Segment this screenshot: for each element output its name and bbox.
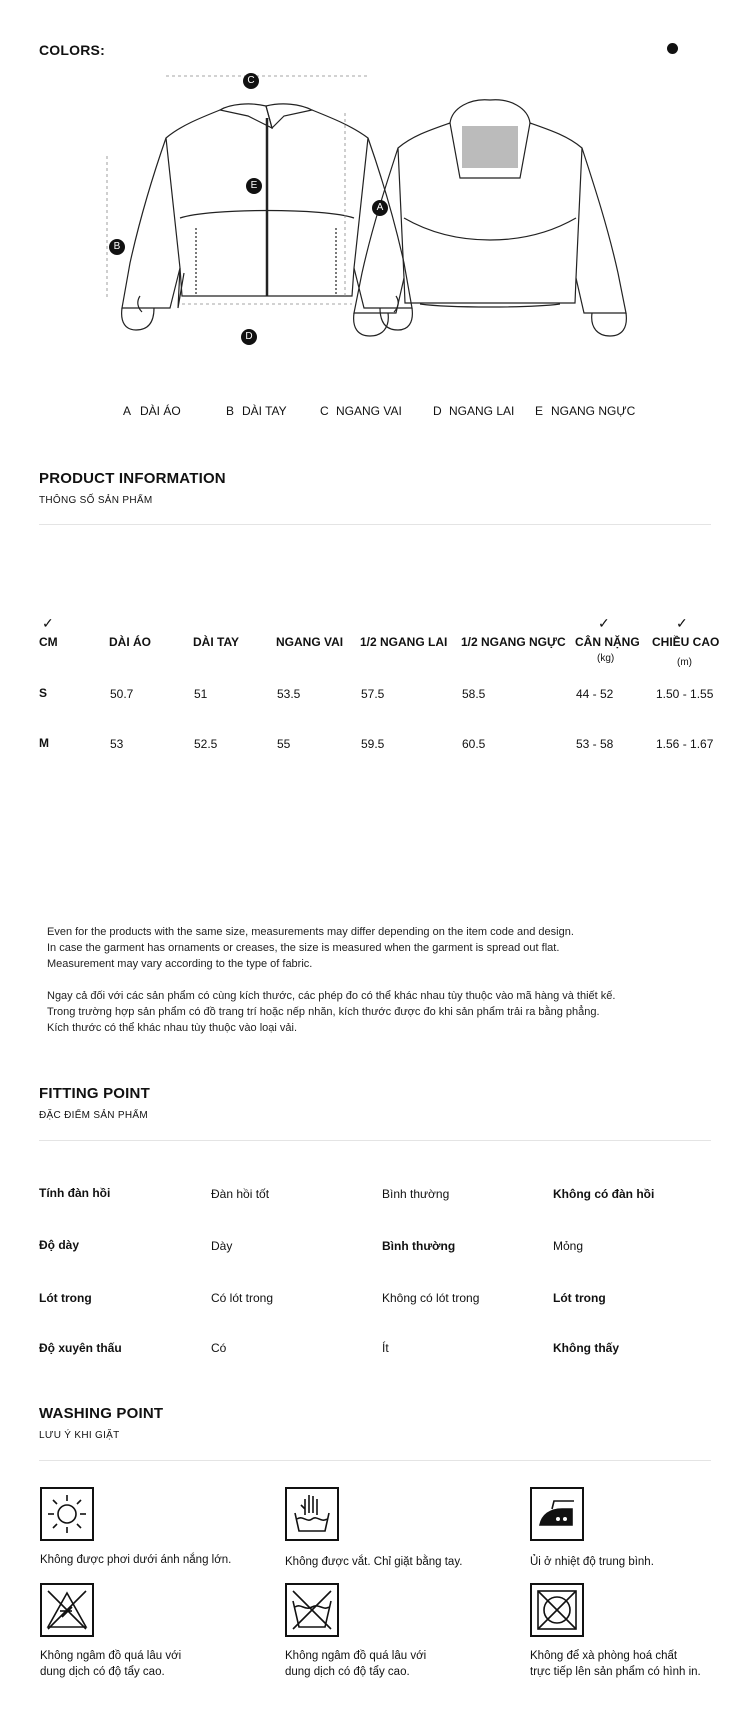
check-icon: ✓ xyxy=(676,615,688,631)
fitting-option: Không có lót trong xyxy=(382,1291,480,1305)
product-info-subtitle: THÔNG SỐ SẢN PHẨM xyxy=(39,495,153,506)
marker-b: B xyxy=(109,239,125,255)
product-info-title: PRODUCT INFORMATION xyxy=(39,470,226,487)
col-header-sleeve: DÀI TAY xyxy=(193,635,240,649)
divider xyxy=(39,1460,711,1461)
fitting-option: Có lót trong xyxy=(211,1291,274,1305)
table-cell: 53 - 58 xyxy=(576,737,614,751)
washing-text: Không để xà phòng hoá chất xyxy=(530,1650,678,1662)
fitting-label-lining: Lót trong xyxy=(39,1291,92,1305)
note-en-2: In case the garment has ornaments or creases, the size is measured when the garment is spread out flat. xyxy=(47,942,560,954)
fitting-option: Bình thường xyxy=(382,1187,450,1201)
table-cell: 58.5 xyxy=(462,687,486,701)
legend-key-c: C xyxy=(320,404,329,418)
table-cell: 52.5 xyxy=(194,737,218,751)
unit-weight: (kg) xyxy=(597,653,615,664)
color-swatch-black[interactable] xyxy=(667,43,678,54)
divider xyxy=(39,1140,711,1141)
fitting-option: Mỏng xyxy=(553,1239,584,1253)
col-header-height: CHIỀU CAO xyxy=(652,635,720,649)
note-en-1: Even for the products with the same size, measurements may differ depending on the item code and design. xyxy=(47,926,574,938)
washing-text: trực tiếp lên sản phẩm có hình in. xyxy=(530,1666,701,1678)
table-cell: 53 xyxy=(110,737,124,751)
legend-label-d: NGANG LAI xyxy=(449,404,515,418)
col-header-cm: CM xyxy=(39,635,58,649)
measurement-legend xyxy=(0,404,750,420)
col-header-length: DÀI ÁO xyxy=(109,635,151,649)
table-cell: 60.5 xyxy=(462,737,486,751)
fitting-subtitle: ĐẶC ĐIỂM SẢN PHẨM xyxy=(39,1110,149,1121)
fitting-label-transparency: Độ xuyên thấu xyxy=(39,1341,122,1355)
washing-text: dung dịch có độ tẩy cao. xyxy=(285,1666,410,1678)
no-soak-wash-icon xyxy=(285,1583,339,1637)
table-cell: 55 xyxy=(277,737,291,751)
hand-wash-icon xyxy=(285,1487,339,1541)
legend-label-a: DÀI ÁO xyxy=(140,404,181,418)
note-vi-2: Trong trường hợp sản phẩm có đồ trang trí hoặc nếp nhăn, kích thước được đo khi sản phẩm trải ra bằng phẳng. xyxy=(47,1006,600,1018)
note-vi-1: Ngay cả đối với các sản phẩm có cùng kích thước, các phép đo có thể khác nhau tùy thuộc vào mã hàng và thiết kế. xyxy=(47,990,616,1002)
fitting-option: Có xyxy=(211,1341,227,1355)
fitting-label-thickness: Độ dày xyxy=(39,1238,80,1252)
unit-height: (m) xyxy=(677,657,692,668)
col-header-hem: 1/2 NGANG LAI xyxy=(360,635,448,649)
fitting-option-selected: Bình thường xyxy=(382,1239,456,1253)
table-cell: 50.7 xyxy=(110,687,134,701)
fitting-title: FITTING POINT xyxy=(39,1085,150,1102)
fitting-option: Ít xyxy=(382,1341,389,1355)
washing-subtitle: LƯU Ý KHI GIẶT xyxy=(39,1430,120,1441)
sun-icon xyxy=(40,1487,94,1541)
col-header-shoulder: NGANG VAI xyxy=(276,635,344,649)
table-cell: 1.56 - 1.67 xyxy=(656,737,714,751)
legend-label-c: NGANG VAI xyxy=(336,404,402,418)
no-tumble-dry-icon xyxy=(530,1583,584,1637)
marker-a: A xyxy=(372,200,388,216)
washing-text: Không ngâm đồ quá lâu với xyxy=(40,1650,182,1662)
washing-text: Không được vắt. Chỉ giặt bằng tay. xyxy=(285,1556,463,1568)
col-header-chest: 1/2 NGANG NGỰC xyxy=(461,635,566,649)
colors-label: COLORS: xyxy=(39,42,105,58)
fitting-option-selected: Không thấy xyxy=(553,1341,619,1355)
washing-text: Không ngâm đồ quá lâu với xyxy=(285,1650,427,1662)
legend-key-b: B xyxy=(226,404,235,418)
legend-key-a: A xyxy=(123,404,132,418)
iron-medium-icon xyxy=(530,1487,584,1541)
note-vi-3: Kích thước có thể khác nhau tùy thuộc vào loại vải. xyxy=(47,1022,297,1034)
fitting-option: Dày xyxy=(211,1239,233,1253)
table-cell: 53.5 xyxy=(277,687,301,701)
fitting-option-selected: Không có đàn hồi xyxy=(553,1187,655,1201)
marker-e: E xyxy=(246,178,262,194)
table-cell: 44 - 52 xyxy=(576,687,614,701)
washing-text: Ủi ở nhiệt độ trung bình. xyxy=(530,1556,654,1568)
legend-label-b: DÀI TAY xyxy=(242,404,287,418)
legend-key-d: D xyxy=(433,404,442,418)
table-cell: 51 xyxy=(194,687,208,701)
no-bleach-icon xyxy=(40,1583,94,1637)
col-header-weight: CÂN NẶNG xyxy=(575,635,640,649)
legend-key-e: E xyxy=(535,404,544,418)
fitting-option: Đàn hồi tốt xyxy=(211,1187,270,1201)
washing-text: Không được phơi dưới ánh nắng lớn. xyxy=(40,1554,232,1566)
note-en-3: Measurement may vary according to the type of fabric. xyxy=(47,958,313,970)
check-icon: ✓ xyxy=(598,615,610,631)
marker-c: C xyxy=(243,73,259,89)
table-cell: 59.5 xyxy=(361,737,385,751)
size-m: M xyxy=(39,736,49,750)
table-cell: 1.50 - 1.55 xyxy=(656,687,714,701)
fitting-option-selected: Lót trong xyxy=(553,1291,606,1305)
table-cell: 57.5 xyxy=(361,687,385,701)
legend-label-e: NGANG NGỰC xyxy=(551,404,636,418)
washing-text: dung dịch có độ tẩy cao. xyxy=(40,1666,165,1678)
fitting-label-elasticity: Tính đàn hồi xyxy=(39,1186,111,1200)
marker-d: D xyxy=(241,329,257,345)
washing-title: WASHING POINT xyxy=(39,1405,164,1422)
check-icon: ✓ xyxy=(42,615,54,631)
divider xyxy=(39,524,711,525)
size-s: S xyxy=(39,686,48,700)
